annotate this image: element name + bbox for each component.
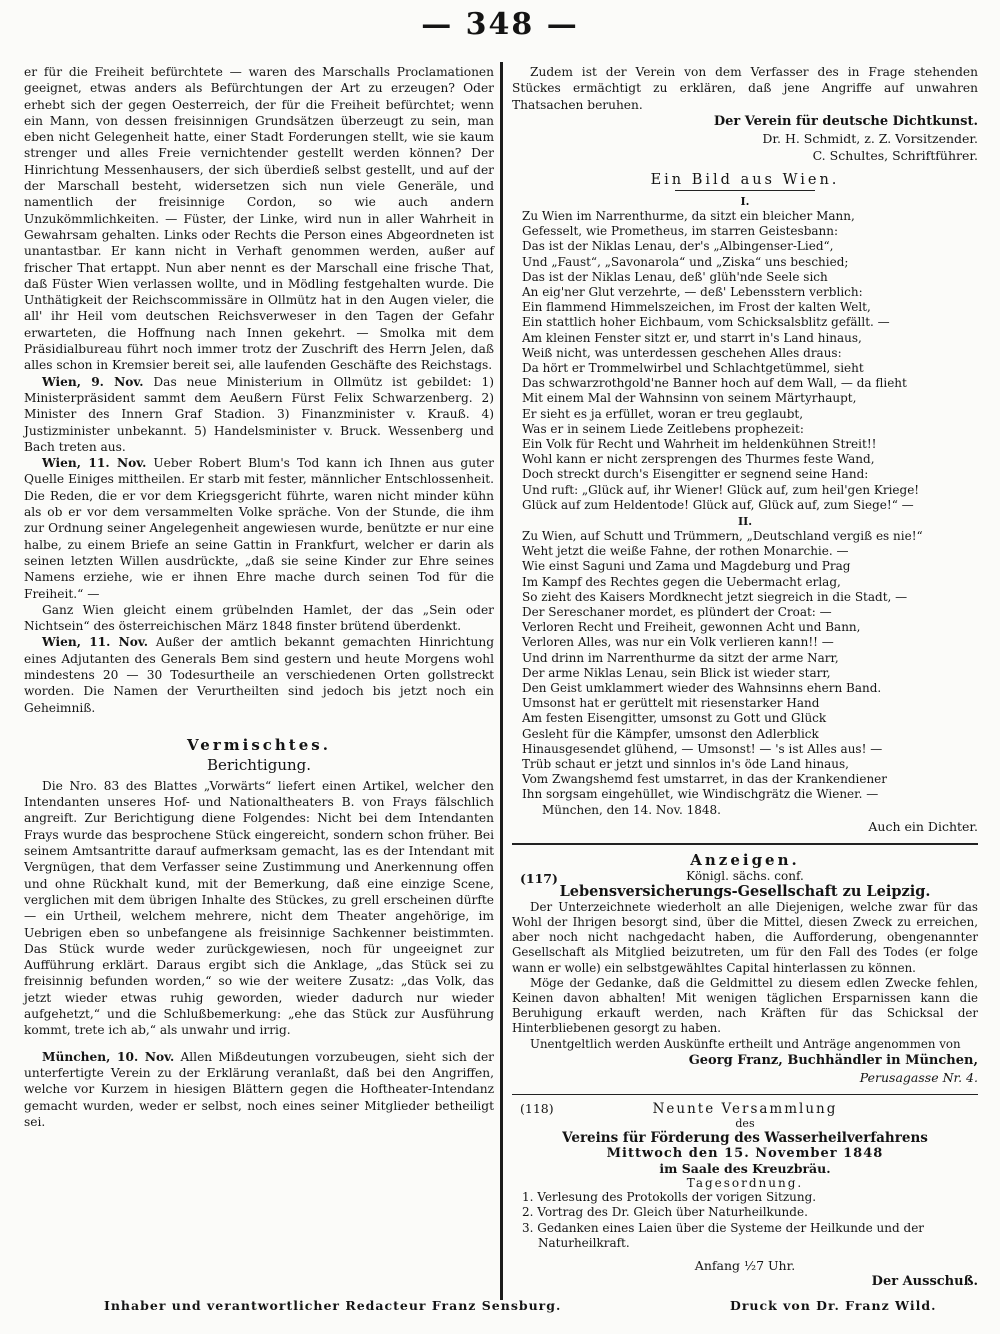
news-item (24, 1049, 494, 1130)
poem-line: Im Kampf des Rechtes gegen die Uebermacht erlag, (522, 574, 841, 589)
news-text: Allen Mißdeutungen vorzubeugen, sieht sich der unterfertigte Verein zu der Erklärung veranlaßt, daß bei den Angriffen, welche vor Kurzem in hiesigen Blättern gegen die Hoftheater-Intendanz gemacht wurden, weder er selbst, noch eines seiner Mitglieder betheiligt sei. (24, 1049, 494, 1129)
poem-line: Da hört er Trommelwirbel und Schlachtgetümmel, sieht (522, 360, 864, 375)
ad-meeting-title: Neunte Versammlung (652, 1100, 838, 1117)
ad-agenda-title: Tagesordnung. (686, 1175, 804, 1190)
poem-line: Den Geist umklammert wieder des Wahnsinns ehern Band. (522, 680, 882, 695)
ad-rule (512, 1094, 978, 1095)
poem-line: Ein flammend Himmelszeichen, im Frost der kalten Welt, (522, 300, 871, 315)
poem-line: Weht jetzt die weiße Fahne, der rothen Monarchie. — (522, 544, 849, 559)
agenda-item: 1. Verlesung des Protokolls der vorigen Sitzung. (522, 1189, 817, 1204)
ad-text: Unentgeltlich werden Auskünfte ertheilt und Anträge angenommen von (530, 1036, 961, 1051)
news-text: Ueber Robert Blum's Tod kann ich Ihnen aus guter Quelle Einiges mittheilen. Er starb mit fester, männlicher Entschlossenheit. Die Reden, die er vor dem Kriegsgericht führte, waren nicht minder kühn als ob er vor dem versammelten Volke spräche. Von der Stunde, die ihm zur Ordnung seiner Angelegenheit angewiesen wurde, benützte er nur eine halbe, zu einem Briefe an seine Gattin in Frankfurt, welcher er darin als seinen letzten Willen ausdrückte, „daß sie seine Kinder zur Ehre seines Namens erziehe, wie er ihnen Ehre mache durch seinen Tod für die Freiheit.“ — (24, 456, 494, 601)
ad-number: (117) (520, 870, 558, 886)
poem-part-number: I. (740, 194, 750, 208)
poem-part-2 (512, 529, 978, 803)
poem-line: Das ist der Niklas Lenau, deß' glüh'nde Seele sich (522, 269, 828, 284)
footer-editor: Inhaber und verantwortlicher Redacteur Franz Sensburg. (104, 1298, 562, 1313)
news-item (24, 455, 494, 602)
news-item (24, 634, 494, 715)
ad-signature: Georg Franz, Buchhändler in München, (688, 1052, 978, 1068)
poem-line: Ihn sorgsam eingehüllet, wie Windischgrätz die Wiener. — (522, 787, 879, 802)
poem-place-date: München, den 14. Nov. 1848. (542, 802, 721, 817)
article-paragraph: Ganz Wien gleicht einem grübelnden Hamlet, der das „Sein oder Nichtsein“ des österreichischen März 1848 finster brütend überdenkt. (24, 602, 494, 634)
poem-line: Gesleht für die Kämpfer, umsonst den Adlerblick (522, 726, 819, 741)
news-text: Außer der amtlich bekannt gemachten Hinrichtung eines Adjutanten des Generals Bem sind gestern und heute Morgens wohl mindestens 20 — 30 Todesurtheile an verschiedenen Orten gollstreckt worden. Die Namen der Verurtheilten sind jedoch bis jetzt noch ein Geheimniß. (24, 635, 494, 715)
article-paragraph: Zudem ist der Verein von dem Verfasser des in Frage stehenden Stückes ermächtigt zu erklären, daß jene Angriffe auf unwahren Thatsachen beruhen. (512, 65, 978, 112)
signature-secretary: C. Schultes, Schriftführer. (812, 147, 978, 163)
poem-line: Zu Wien, auf Schutt und Trümmern, „Deutschland vergiß es nie!“ (522, 528, 923, 543)
news-item (24, 374, 494, 455)
article-paragraph: Die Nro. 83 des Blattes „Vorwärts“ liefert einen Artikel, welcher den Intendanten unseres Hof- und Nationaltheaters B. von Frays fälschlich angreift. Zur Berichtigung diene Folgendes: Nicht bei dem Intendanten Frays wurde das besprochene Stück eingereicht, sondern schon früher. Bei seinem Amtsantritte darauf aufmerksam gemacht, las es der Intendant mit Vergnügen, that dem Verfasser seine Zustimmung und Anerkennung offen und ohne Rückhalt kund, mit der Bemerkung, daß eine einzige Scene, verglichen mit dem übrigen Inhalte des Stückes, zu grell erscheinen dürfte — ein Urtheil, welchem mehrere, nicht dem Theater angehörige, im Uebrigen eben so unbefangene als freisinnige Sachkenner beistimmten. Das Stück wurde weder zurückgewiesen, noch für ungeeignet zur Aufführung erklärt. Daraus ergibt sich die Anklage, „das Stück sei zu freisinnig befunden worden,“ so wie der weitere Zusatz: „das Volk, das jetzt wieder etwas ruhig geworden, wieder dadurch nur wieder aufgehetzt,“ und die Schlußbemerkung: „ehe das Stück zur Ausführung kommt, trete ich ab,“ als unwahr und irrig. (24, 778, 494, 1038)
poem-line: Der Sereschaner mordet, es plündert der Croat: — (522, 604, 832, 619)
page-number: — 348 — (421, 7, 579, 42)
ad-signature: Der Ausschuß. (871, 1273, 978, 1289)
advertisement-118 (512, 1101, 978, 1290)
poem-line: Weiß nicht, was unterdessen geschehen Alles draus: (522, 345, 842, 360)
article-paragraph: er für die Freiheit befürchtete — waren des Marschalls Proclamationen geeignet, etwas anders als Befürchtungen der Art zu erzeugen? Oder erhebt sich der gegen Oesterreich, der für die Freiheit befürchtet; wenn ein Mann, von dessen freisinnigen Grundsätzen überzeugt zu sein, man eben nicht Gelegenheit hatte, einer Stadt Forderungen stellt, wie sie kaum strenger und alles Freie vernichtender gestellt werden können? Der Hinrichtung Messenhausers, der sich überdieß selbst gestellt, und auf der der Marschall besteht, widersetzen sich nun viele Generäle, und namentlich der freisinnige Cordon, so wie auch andern Unzukömmlichkeiten. — Füster, der Linke, wird nun in aller Wahrheit in Gewahrsam gehalten. Links oder Rechts die Person eines Abgeordneten ist unantastbar. Er kann nicht in Verhaft genommen werden, außer auf frischer That ertappt. Nun aber nennt es der Marschall eine frische That, daß Füster Wien verlassen wollte, und in Mödling festgehalten wurde. Die Unthätigkeit der Reichscommissäre in Ollmütz hat in den Augen vieler, die all' ihr Heil vom deutschen Reichsverweser in den Tagen der Gefahr erwarteten, die Hoffnung nach Innen gekehrt. — Smolka mit dem Präsidialbureau führt noch immer trotz der Zuschrift des Herrn Jelen, daß alles schon in Kremsier bereit sei, alle laufenden Geschäfte des Reichstags. (24, 65, 494, 373)
footer-printer: Druck von Dr. Franz Wild. (730, 1298, 937, 1313)
poem-line: Hinausgesendet glühend, — Umsonst! — 's ist Alles aus! — (522, 741, 883, 756)
ad-text: Der Unterzeichnete wiederholt an alle Diejenigen, welche zwar für das Wohl der Ihrigen besorgt sind, über die Mittel, diesen Zweck zu erreichen, aber noch nicht nachgedacht haben, die Aufforderung, obengenannter Gesellschaft als Mitglied beizutreten, um für den Fall des Todes (er folge wann er wolle) ein selbstgewähltes Capital hinterlassen zu können. (512, 899, 978, 975)
poem-line: Wohl kann er nicht zersprengen des Thurmes feste Wand, (522, 452, 875, 467)
poem-line: An eig'ner Glut verzehrte, — deß' Lebensstern verblich: (522, 284, 863, 299)
poem-line: Trüb schaut er jetzt und sinnlos in's öde Land hinaus, (522, 757, 849, 771)
section-rule (512, 843, 978, 845)
section-heading-vermischtes: Vermischtes. (187, 735, 331, 754)
poem-part-1 (512, 209, 978, 513)
ad-text: Möge der Gedanke, daß die Geldmittel zu diesem edlen Zwecke fehlen, Keinen davon abhalten! Mit wenigen täglichen Ersparnissen kann die Beruhigung erkauft werden, nach Kräften für das Schicksal der Hinterbliebenen gesorgt zu haben. (512, 975, 978, 1036)
poem-line: Er sieht es ja erfüllet, woran er treu geglaubt, (522, 406, 804, 421)
poem-line: Gefesselt, wie Prometheus, im starren Geistesbann: (522, 224, 839, 239)
ad-number: (118) (520, 1100, 554, 1116)
poem-line: So zieht des Kaisers Mordknecht jetzt siegreich in die Stadt, — (522, 589, 908, 604)
ad-article-word: des (735, 1116, 755, 1130)
signature-verein: Der Verein für deutsche Dichtkunst. (713, 113, 978, 129)
poem-title: Ein Bild aus Wien. (650, 171, 840, 188)
signature-chair: Dr. H. Schmidt, z. Z. Vorsitzender. (762, 130, 978, 146)
poem-line: Der arme Niklas Lenau, sein Blick ist wieder starr, (522, 665, 831, 680)
poem-line: Ein stattlich hoher Eichbaum, vom Schicksalsblitz gefällt. — (522, 315, 890, 330)
poem-line: Ein Volk für Recht und Wahrheit im heldenkühnen Streit!! (522, 436, 877, 451)
poem-line: Das schwarzrothgold'ne Banner hoch auf dem Wall, — da flieht (522, 376, 907, 391)
dateline: Wien, 11. Nov. (42, 456, 147, 471)
poem-line: Zu Wien im Narrenthurme, da sitzt ein bleicher Mann, (522, 208, 855, 223)
right-column (512, 64, 978, 1290)
dateline: Wien, 11. Nov. (42, 635, 149, 650)
poem-line: Umsonst hat er gerüttelt mit riesenstarker Hand (522, 696, 820, 711)
poem-line: Und „Faust“, „Savonarola“ und „Ziska“ uns beschied; (522, 254, 849, 269)
poem-line: Das ist der Niklas Lenau, der's „Albingenser-Lied“, (522, 239, 834, 254)
ad-company-name: Lebensversicherungs-Gesellschaft zu Leipzig. (559, 882, 931, 900)
ad-heading (512, 1101, 978, 1117)
news-text: Das neue Ministerium in Ollmütz ist gebildet: 1) Ministerpräsident sammt dem Aeußern Fürst Felix Schwarzenberg. 2) Minister des Innern Graf Stadion. 3) Finanzminister v. Krauß. 4) Justizminister unbekannt. 5) Handelsminister v. Bruck. Wessenberg und Bach treten aus. (24, 374, 494, 454)
poem-line: Was er in seinem Liede Zeitlebens prophezeit: (522, 421, 804, 436)
poem-title-rule (675, 190, 815, 191)
poem-line: Doch streckt durch's Eisengitter er segnend seine Hand: (522, 467, 869, 482)
ad-start-time: Anfang ½7 Uhr. (694, 1257, 796, 1273)
advertisement-117 (512, 869, 978, 1086)
poem-line: Wie einst Saguni und Zama und Magdeburg und Prag (522, 559, 851, 574)
ad-meeting-place: im Saale des Kreuzbräu. (659, 1160, 831, 1176)
poem-author: Auch ein Dichter. (868, 818, 978, 834)
poem-line: Verloren Recht und Freiheit, gewonnen Acht und Bann, (522, 620, 861, 635)
poem-line: Verloren Alles, was nur ein Volk verlieren kann!! — (522, 635, 834, 650)
agenda-item: 2. Vortrag des Dr. Gleich über Naturheilkunde. (522, 1205, 808, 1220)
dateline: Wien, 9. Nov. (42, 374, 144, 389)
poem-line: Vom Zwangshemd fest umstarret, in das der Krankendiener (522, 772, 888, 787)
poem-line: Und drinn im Narrenthurme da sitzt der arme Narr, (522, 650, 839, 665)
section-heading-anzeigen: Anzeigen. (690, 850, 800, 869)
poem-line: Am kleinen Fenster sitzt er, und starrt in's Land hinaus, (522, 330, 862, 345)
ad-company-type: Königl. sächs. conf. (686, 868, 804, 883)
left-column (24, 64, 494, 1130)
ad-agenda-list (512, 1190, 978, 1252)
ad-verein-name: Vereins für Förderung des Wasserheilverfahrens (562, 1129, 928, 1146)
poem-line: Am festen Eisengitter, umsonst zu Gott und Glück (522, 711, 827, 726)
dateline: München, 10. Nov. (42, 1049, 175, 1064)
ad-meeting-date: Mittwoch den 15. November 1848 (606, 1145, 884, 1161)
ad-address: Perusagasse Nr. 4. (859, 1069, 978, 1085)
poem-line: Mit einem Mal der Wahnsinn von seinem Märtyrhaupt, (522, 391, 857, 406)
poem-line: Und ruft: „Glück auf, ihr Wiener! Glück auf, zum heil'gen Kriege! (522, 482, 920, 497)
poem-line: Glück auf zum Heldentode! Glück auf, Glück auf, zum Siege!“ — (522, 497, 914, 512)
ad-subheading (512, 868, 978, 886)
column-divider (500, 62, 503, 1300)
agenda-item: 3. Gedanken eines Laien über die Systeme der Heilkunde und der Naturheilkraft. (522, 1220, 925, 1251)
poem-part-number: II. (737, 514, 753, 528)
article-title-berichtigung: Berichtigung. (206, 755, 312, 774)
